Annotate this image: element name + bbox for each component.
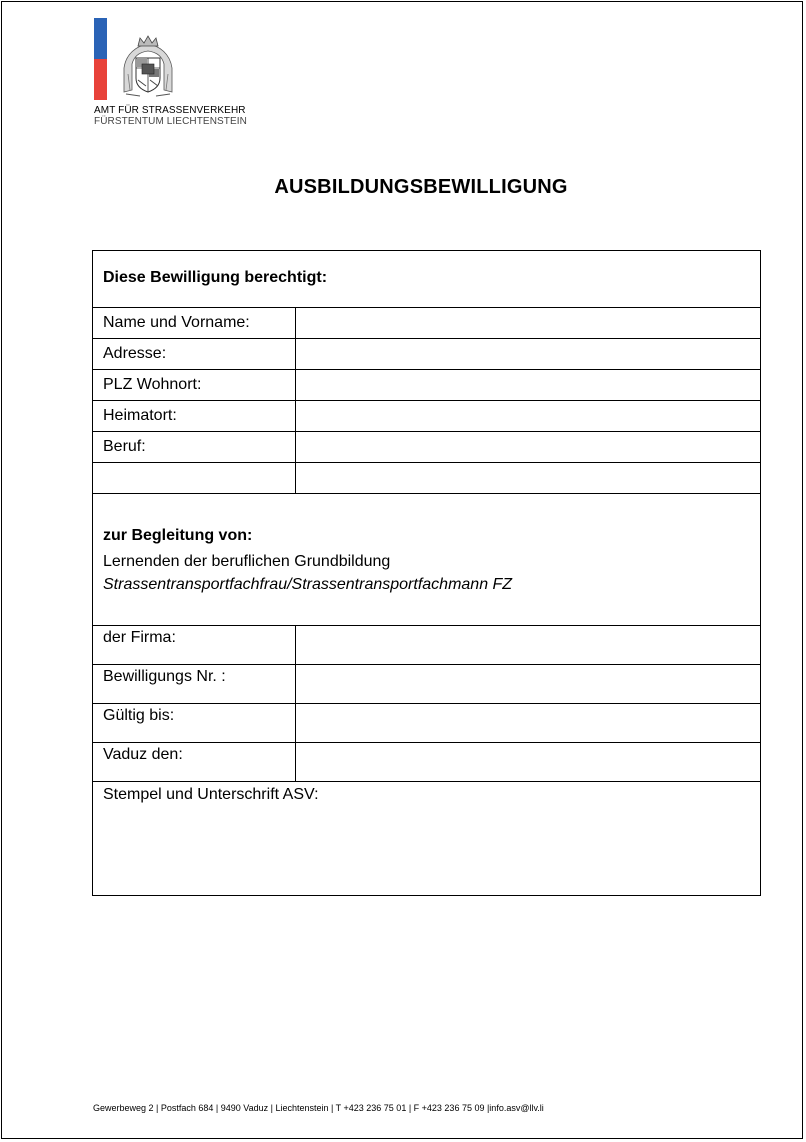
field-label-permit-number: Bewilligungs Nr. : xyxy=(103,668,226,685)
field-input-occupation[interactable] xyxy=(297,432,760,462)
permit-form xyxy=(92,250,761,896)
field-label-postal-city: PLZ Wohnort: xyxy=(103,376,202,393)
field-label-vaduz-date: Vaduz den: xyxy=(103,746,183,763)
flag-red-stripe xyxy=(94,59,107,100)
signature-area[interactable] xyxy=(103,811,760,891)
document-page xyxy=(1,1,803,1139)
table-divider xyxy=(93,493,760,494)
footer-contact: Gewerbeweg 2 | Postfach 684 | 9490 Vaduz | Liechtenstein | T +423 236 75 01 | F +423 236 75 09 |info.asv@llv.li xyxy=(93,1103,544,1113)
table-divider xyxy=(93,781,760,782)
field-input-valid-until[interactable] xyxy=(297,704,760,742)
field-label-name: Name und Vorname: xyxy=(103,314,250,331)
field-input-address[interactable] xyxy=(297,339,760,369)
section-heading-accompaniment: zur Begleitung von: xyxy=(103,527,253,544)
section-heading-permission: Diese Bewilligung berechtigt: xyxy=(103,269,328,286)
column-divider xyxy=(295,307,296,493)
column-divider xyxy=(295,625,296,781)
apprentice-profession: Strassentransportfachfrau/Strassentransportfachmann FZ xyxy=(103,576,513,593)
field-label-address: Adresse: xyxy=(103,345,167,362)
field-input-company[interactable] xyxy=(297,626,760,664)
field-input-name[interactable] xyxy=(297,308,760,338)
signature-label: Stempel und Unterschrift ASV: xyxy=(103,786,319,803)
document-title: AUSBILDUNGSBEWILLIGUNG xyxy=(274,176,568,198)
agency-name: AMT FÜR STRASSENVERKEHR xyxy=(94,105,246,116)
field-input-postal-city[interactable] xyxy=(297,370,760,400)
field-input-extra[interactable] xyxy=(297,463,760,493)
field-label-company: der Firma: xyxy=(103,629,176,646)
coat-of-arms-icon xyxy=(118,34,178,102)
field-input-hometown[interactable] xyxy=(297,401,760,431)
agency-country: FÜRSTENTUM LIECHTENSTEIN xyxy=(94,116,247,127)
flag-blue-stripe xyxy=(94,18,107,59)
field-label-hometown: Heimatort: xyxy=(103,407,177,424)
apprentice-description: Lernenden der beruflichen Grundbildung xyxy=(103,553,391,570)
field-input-vaduz-date[interactable] xyxy=(297,743,760,781)
field-label-valid-until: Gültig bis: xyxy=(103,707,175,724)
field-input-permit-number[interactable] xyxy=(297,665,760,703)
field-label-occupation: Beruf: xyxy=(103,438,146,455)
